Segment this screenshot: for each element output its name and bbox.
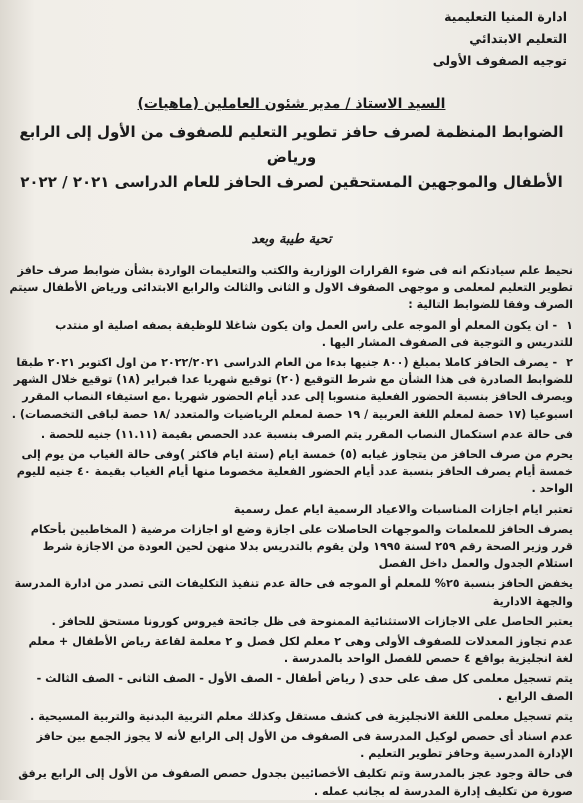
- rule-item: [8, 613, 573, 630]
- rule-item: [8, 426, 573, 443]
- rule-text: يصرف الحافز كاملا بمبلغ (٨٠٠ جنيها بدءا من العام الدراسى ٢٠٢٢/٢٠٢١ من اول اكتوبر ٢٠٢١ طبقا للضوابط الصادرة فى هذا الشأن مع شرط التوقيع (٢٠) توقيع شهريا عدا فبراير (١٨) توقيع خلال الشهر ويصرف الحافز بنسبة الحضور الفعلية منسوبا إلى عدد أيام الحضور شهريا .مع استيفاء النصاب المقرر اسبوعيا (١٧ حصة لمعلم اللغة العربية / ١٩ حصة لمعلم الرياضيات والمتعدد /١٨ حصة لباقى التخصصات) .: [11, 356, 573, 421]
- rule-text: يخفض الحافز بنسبة ٢٥% للمعلم أو الموجه فى حالة عدم تنفيذ التكليفات التى تصدر من ادارة المدرسة والجهة الادارية: [14, 577, 573, 608]
- rule-item: [8, 446, 573, 498]
- rule-number: ١: [566, 318, 573, 332]
- document-title: [10, 120, 573, 195]
- intro-paragraph: نحيط علم سيادتكم انه فى ضوء القرارات الوزارية والكتب والتعليمات الواردة بشأن ضوابط صرف حافز تطوير التعليم لمعلمى و موجهى الصفوف الاول و الثانى والثالث والرابع الابتدائى ورياض الأطفال سيتم الصرف وفقا للضوابط التالية :: [9, 264, 573, 312]
- greeting: تحية طيبة وبعد: [251, 232, 332, 247]
- rule-item: ٢ - يصرف الحافز كاملا بمبلغ (٨٠٠ جنيها بدءا من العام الدراسى ٢٠٢٢/٢٠٢١ من اول اكتوبر ٢٠٢١ طبقا للضوابط الصادرة فى هذا الشأن مع شرط التوقيع (٢٠) توقيع شهريا عدا فبراير (١٨) توقيع خلال الشهر ويصرف الحافز بنسبة الحضور الفعلية منسوبا إلى عدد أيام الحضور شهريا .مع استيفاء النصاب المقرر اسبوعيا (١٧ حصة لمعلم اللغة العربية / ١٩ حصة لمعلم الرياضيات والمتعدد /١٨ حصة لباقى التخصصات) .: [11, 356, 573, 421]
- header-directorate: ادارة المنيا التعليمية: [444, 9, 567, 24]
- rule-item: [8, 728, 573, 762]
- title-line-2: الأطفال والموجهين المستحقين لصرف الحافز للعام الدراسى ٢٠٢١ / ٢٠٢٢: [20, 173, 563, 191]
- rule-text: تعتبر ايام اجازات المناسبات والاعياد الرسمية ايام عمل رسمية: [233, 502, 573, 516]
- rule-item: [8, 501, 573, 518]
- rule-text: يتم تسجيل معلمى اللغة الانجليزية فى كشف مستقل وكذلك معلم التربية البدنية والتربية المسيحية .: [30, 709, 573, 723]
- rule-text: يصرف الحافز للمعلمات والموجهات الحاصلات على اجازة وضع او اجازات مرضية ( المخاطبين بأحكام قرر وزير الصحة رقم ٢٥٩ لسنة ١٩٩٥ ولن يقوم بالتدريس بدلا منهن لحين العودة من الاجازة شرط استلام الجدول والعمل داخل الفصل: [30, 522, 573, 571]
- header-department: التعليم الابتدائي: [469, 31, 567, 46]
- rules-list: [8, 317, 573, 800]
- salutation: السيد الاستاذ / مدير شئون العاملين (ماهيات): [137, 96, 446, 112]
- rule-text: يحرم من صرف الحافز من يتجاوز غيابه (٥) خمسة ايام (ستة ايام فاكثر )وفى حالة الغياب من يوم إلى خمسة أيام يصرف الحافز بنسبة عدد أيام الحضور الفعلية مخصوما منها أيام الغياب بقيمة ٤٠ جنيه لليوم الواحد .: [16, 448, 573, 496]
- rule-item: [8, 633, 573, 667]
- rule-text: يتم تسجيل معلمى كل صف على حدى ( رياض أطفال - الصف الأول - الصف الثانى - الصف الثالث - الصف الرابع .: [36, 672, 573, 703]
- rule-item: [8, 708, 573, 725]
- rule-item: [8, 575, 573, 609]
- rule-item: ١ - ان يكون المعلم أو الموجه على راس العمل وان يكون شاغلا للوظيفة بصفه اصلية او منتدب للتدريس و التوجية فى الصفوف المشار اليها .: [55, 318, 573, 349]
- header-block: [433, 6, 567, 72]
- title-line-1: الضوابط المنظمة لصرف حافز تطوير التعليم للصفوف من الأول إلى الرابع ورياض: [19, 123, 564, 166]
- document-body: [8, 262, 573, 803]
- rule-text: فى حالة وجود عجز بالمدرسة وتم تكليف الأخصائيين بجدول حصص الصفوف من الأول إلى الرابع يرفق صورة من تكليف إدارة المدرسة له بجانب عمله .: [18, 767, 573, 798]
- header-section: توجيه الصفوف الأولى: [432, 53, 567, 68]
- rule-text: فى حالة عدم استكمال النصاب المقرر يتم الصرف بنسبة عدد الحصص بقيمة (١١.١١) جنيه للحصة .: [40, 427, 573, 441]
- rule-text: عدم تجاوز المعدلات للصفوف الأولى وهى ٢ معلم لكل فصل و ٢ معلمة لقاعة رياض الأطفال + معلم لغة انجليزية بواقع ٤ حصص للفصل الواحد بالمدرسة .: [28, 635, 573, 666]
- rule-item: [8, 670, 573, 704]
- rule-text: يعتبر الحاصل على الاجازات الاستثنائية الممنوحة فى ظل جائحة فيروس كورونا مستحق للحافز .: [51, 614, 573, 628]
- rule-item: [8, 765, 573, 799]
- rule-number: ٢: [566, 356, 573, 370]
- rule-text: عدم اسناد أى حصص لوكيل المدرسة فى الصفوف من الأول إلى الرابع لأنه لا يجوز الجمع بين حافز الإدارة المدرسية وحافز تطوير التعليم .: [36, 730, 573, 761]
- rule-text: ان يكون المعلم أو الموجه على راس العمل وان يكون شاغلا للوظيفة بصفه اصلية او منتدب للتدريس و التوجية فى الصفوف المشار اليها .: [55, 318, 573, 349]
- rule-item: [8, 521, 573, 573]
